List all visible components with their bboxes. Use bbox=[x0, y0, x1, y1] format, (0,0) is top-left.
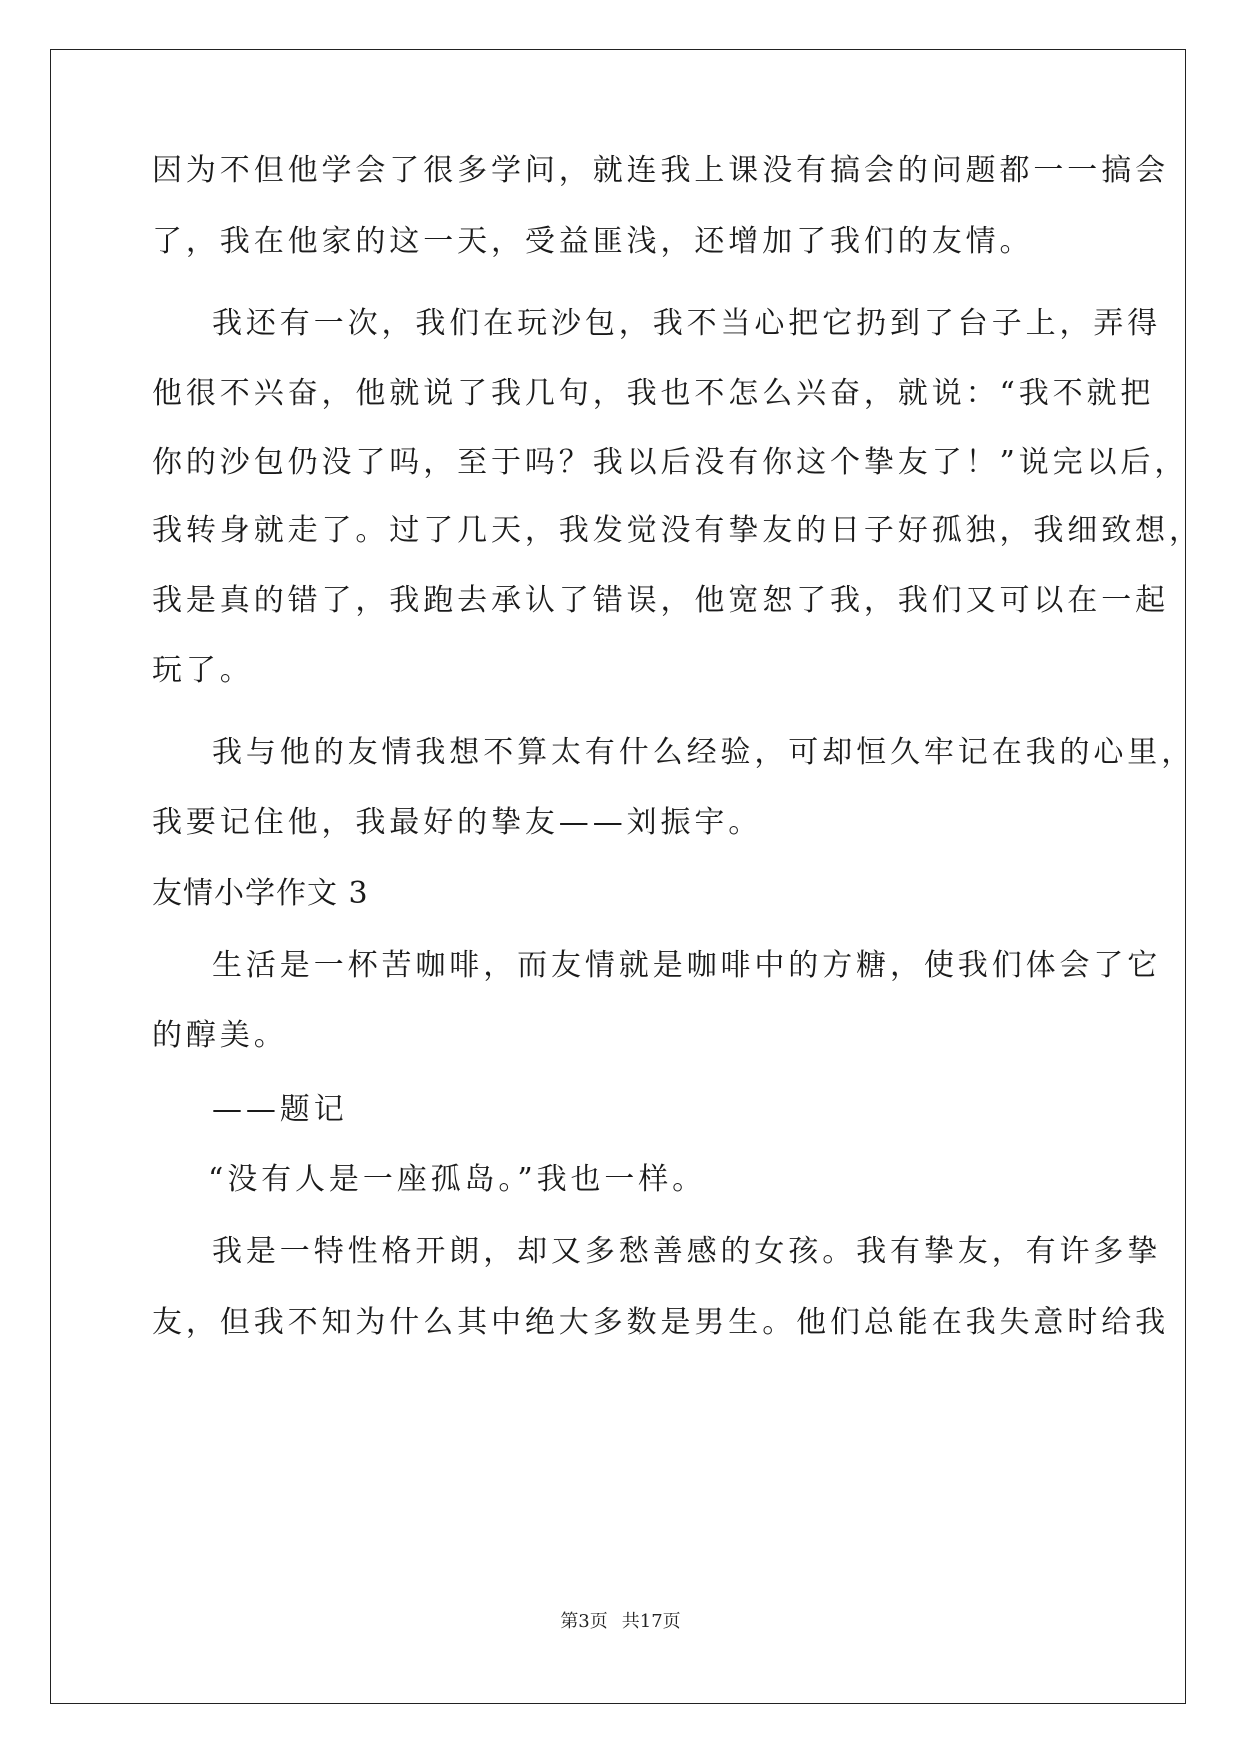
page-footer bbox=[0, 1610, 1241, 1634]
section-heading: 友情小学作文 3 bbox=[152, 876, 369, 911]
quote-line: “没有人是一座孤岛。”我也一样。 bbox=[208, 1162, 707, 1197]
body-line-5: 你的沙包仍没了吗，至于吗？我以后没有你这个挚友了！”说完以后， bbox=[152, 445, 1189, 480]
body-line-13: 我是一特性格开朗，却又多愁善感的女孩。我有挚友，有许多挚 bbox=[212, 1234, 1162, 1269]
body-line-7: 我是真的错了，我跑去承认了错误，他宽恕了我，我们又可以在一起 bbox=[152, 583, 1169, 618]
body-line-3: 我还有一次，我们在玩沙包，我不当心把它扔到了台子上，弄得 bbox=[212, 306, 1162, 341]
body-line-4: 他很不兴奋，他就说了我几句，我也不怎么兴奋，就说：“我不就把 bbox=[152, 376, 1155, 411]
body-line-1: 因为不但他学会了很多学问，就连我上课没有搞会的问题都一一搞会 bbox=[152, 153, 1169, 188]
body-line-8: 玩了。 bbox=[152, 653, 254, 688]
page-number: 第3页 bbox=[560, 1611, 608, 1632]
body-line-6: 我转身就走了。过了几天，我发觉没有挚友的日子好孤独，我细致想， bbox=[152, 513, 1203, 548]
body-line-11: 生活是一杯苦咖啡，而友情就是咖啡中的方糖，使我们体会了它 bbox=[212, 948, 1162, 983]
page-total: 共17页 bbox=[621, 1611, 681, 1632]
body-line-10: 我要记住他，我最好的挚友——刘振宇。 bbox=[152, 805, 763, 840]
body-line-9: 我与他的友情我想不算太有什么经验，可却恒久牢记在我的心里， bbox=[212, 735, 1196, 770]
body-line-12: 的醇美。 bbox=[152, 1018, 288, 1053]
body-line-2: 了，我在他家的这一天，受益匪浅，还增加了我们的友情。 bbox=[152, 224, 1034, 259]
epigraph-attribution: ——题记 bbox=[212, 1092, 348, 1127]
body-line-14: 友，但我不知为什么其中绝大多数是男生。他们总能在我失意时给我 bbox=[152, 1305, 1169, 1340]
